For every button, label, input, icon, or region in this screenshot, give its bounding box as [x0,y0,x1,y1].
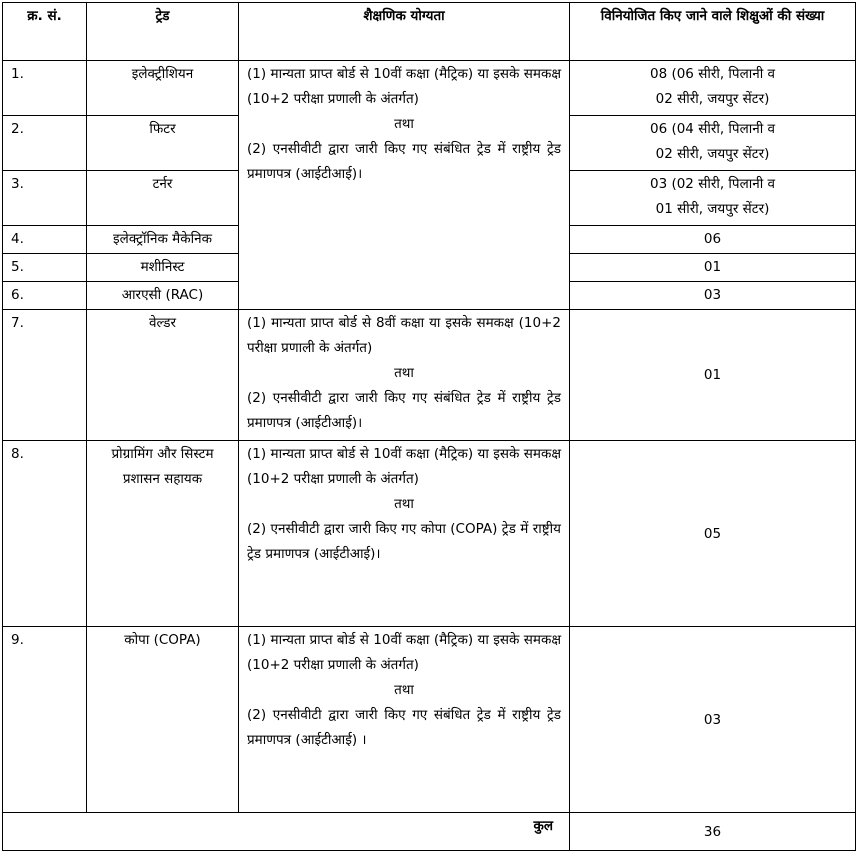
row-trade: इलेक्ट्रॉनिक मैकेनिक [87,226,239,254]
qualification-point-2: (2) एनसीवीटी द्वारा जारी किए गए संबंधित ट्रेड में राष्ट्रीय ट्रेड प्रमाणपत्र (आईटीआई)। [247,390,561,431]
row-sno: 7. [3,310,87,441]
row-count: 03 [570,627,856,813]
count-line-1: 06 (04 सीरी, पिलानी व [649,121,776,137]
row-sno: 2. [3,116,87,171]
row-sno: 6. [3,282,87,310]
total-value: 36 [570,813,856,851]
table-row [3,61,856,116]
row-count: 05 [570,441,856,627]
qualification-point-1: (1) मान्यता प्राप्त बोर्ड से 10वीं कक्षा (मैट्रिक) या इसके समकक्ष (10+2 परीक्षा प्रणाली के अंतर्गत) [247,632,561,673]
apprentice-trade-table [2,2,856,851]
qualification-point-1: (1) मान्यता प्राप्त बोर्ड से 8वीं कक्षा या इसके समकक्ष (10+2 परीक्षा प्रणाली के अंतर्गत) [247,315,561,356]
total-label: कुल [3,813,570,851]
count-line-1: 03 (02 सीरी, पिलानी व [649,176,776,192]
row-sno: 5. [3,254,87,282]
row-count [570,116,856,171]
row-sno: 8. [3,441,87,627]
row-trade: मशीनिस्ट [87,254,239,282]
row-count [570,61,856,116]
row-count [570,171,856,226]
header-count: विनियोजित किए जाने वाले शिक्षुओं की संख्या [570,3,856,61]
qualification-point-2: (2) एनसीवीटी द्वारा जारी किए गए संबंधित ट्रेड में राष्ट्रीय ट्रेड प्रमाणपत्र (आईटीआई)। [247,141,561,182]
row-trade: वेल्डर [87,310,239,441]
qualification-point-2: (2) एनसीवीटी द्वारा जारी किए गए संबंधित ट्रेड में राष्ट्रीय ट्रेड प्रमाणपत्र (आईटीआई) । [247,707,561,748]
table-row [3,441,856,627]
row-sno: 3. [3,171,87,226]
count-line-2: 02 सीरी, जयपुर सेंटर) [655,91,770,107]
table-row [3,627,856,813]
row-count: 03 [570,282,856,310]
qualification-and: तथा [394,116,414,132]
row-trade: प्रोग्रामिंग और सिस्टम प्रशासन सहायक [87,441,239,627]
qualification-cell [239,441,570,627]
qualification-cell [239,61,570,310]
row-sno: 4. [3,226,87,254]
table-row [3,310,856,441]
row-trade: टर्नर [87,171,239,226]
qualification-cell [239,627,570,813]
row-trade: कोपा (COPA) [87,627,239,813]
total-row [3,813,856,851]
qualification-point-1: (1) मान्यता प्राप्त बोर्ड से 10वीं कक्षा (मैट्रिक) या इसके समकक्ष (10+2 परीक्षा प्रणाली के अंतर्गत) [247,66,561,107]
row-sno: 9. [3,627,87,813]
qualification-and: तथा [394,496,414,512]
row-trade: आरएसी (RAC) [87,282,239,310]
qualification-and: तथा [394,365,414,381]
row-count: 06 [570,226,856,254]
row-count: 01 [570,254,856,282]
count-line-2: 02 सीरी, जयपुर सेंटर) [655,146,770,162]
row-trade: इलेक्ट्रीशियन [87,61,239,116]
table-header-row [3,3,856,61]
count-line-1: 08 (06 सीरी, पिलानी व [649,66,776,82]
qualification-and: तथा [394,682,414,698]
row-trade: फिटर [87,116,239,171]
qualification-cell [239,310,570,441]
header-trade: ट्रेड [87,3,239,61]
row-count: 01 [570,310,856,441]
qualification-point-2: (2) एनसीवीटी द्वारा जारी किए गए कोपा (COPA) ट्रेड में राष्ट्रीय ट्रेड प्रमाणपत्र (आईटीआई)। [247,521,561,562]
header-qualification: शैक्षणिक योग्यता [239,3,570,61]
row-sno: 1. [3,61,87,116]
header-sno: क्र. सं. [3,3,87,61]
qualification-point-1: (1) मान्यता प्राप्त बोर्ड से 10वीं कक्षा (मैट्रिक) या इसके समकक्ष (10+2 परीक्षा प्रणाली के अंतर्गत) [247,446,561,487]
count-line-2: 01 सीरी, जयपुर सेंटर) [655,201,770,217]
